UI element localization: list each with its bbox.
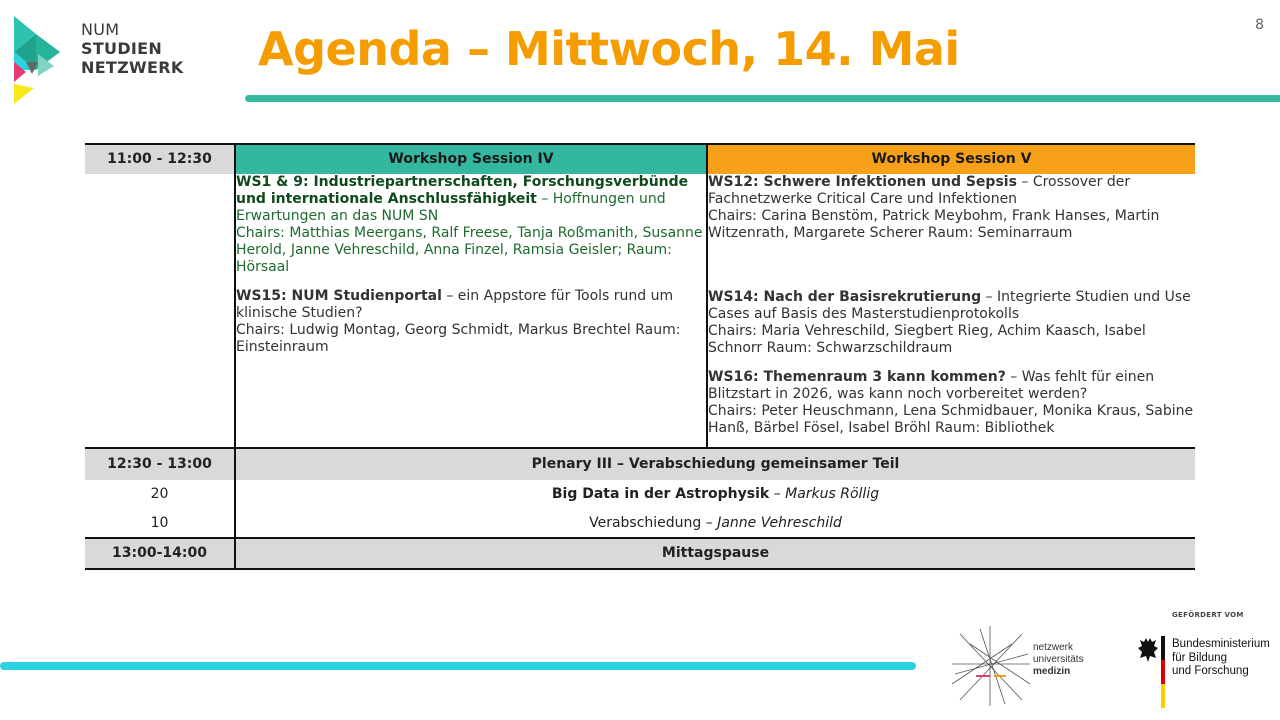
title-underline <box>245 95 1280 102</box>
bmbf-line-3: und Forschung <box>1172 665 1249 677</box>
logo-mark-icon <box>12 14 72 106</box>
plenary-title: Plenary III – Verabschiedung gemeinsamer Teil <box>235 448 1195 480</box>
time-slot-2: 12:30 - 13:00 <box>85 448 235 480</box>
bmbf-line-2: für Bildung <box>1172 651 1227 664</box>
talk-title: Verabschiedung <box>589 514 702 531</box>
workshop-desc: – ein Appstore für Tools rund um klinische Studien? <box>236 288 674 321</box>
plenary-talk-2 <box>235 509 1195 538</box>
num-studiennetzwerk-logo <box>12 14 192 106</box>
page-title: Agenda – Mittwoch, 14. Mai <box>258 22 960 76</box>
workshop-desc: – Was fehlt für einen Blitzstart in 2026, was kann noch vorbereitet werden? <box>708 369 1155 402</box>
talk-speaker: Markus Röllig <box>785 486 880 502</box>
workshop-title: WS15: NUM Studienportal <box>236 288 442 304</box>
workshop-title: WS16: Themenraum 3 kann kommen? <box>708 369 1006 385</box>
bmbf-logo <box>1128 628 1278 710</box>
workshop-ws12 <box>708 174 1195 242</box>
session-v-header: Workshop Session V <box>707 144 1195 174</box>
logo-line-3: NETZWERK <box>81 58 184 77</box>
workshop-chairs: Chairs: Ludwig Montag, Georg Schmidt, Markus Brechtel Raum: Einsteinraum <box>236 322 681 355</box>
talk-separator: – <box>701 514 718 531</box>
workshop-chairs: Chairs: Carina Benstöm, Patrick Meybohm, Frank Hanses, Martin Witzenrath, Margarete Scherer Raum: Seminarraum <box>708 208 1160 241</box>
logo-line-2: STUDIEN <box>81 39 163 58</box>
time-slot-3: 13:00-14:00 <box>85 538 235 569</box>
workshop-ws16 <box>708 369 1195 437</box>
num-network-icon <box>950 624 1032 708</box>
workshop-desc: – Crossover der Fachnetzwerke Critical Care und Infektionen <box>708 174 1131 207</box>
workshop-desc: – Hoffnungen und Erwartungen an das NUM SN <box>236 191 666 224</box>
talk-minutes: 20 <box>150 486 169 502</box>
session-iv-header: Workshop Session IV <box>235 144 707 174</box>
talk-minutes: 10 <box>150 514 169 531</box>
workshop-desc: – Integrierte Studien und Use Cases auf Basis des Masterstudienprotokolls <box>708 289 1191 322</box>
plenary-talk-1 <box>235 480 1195 509</box>
workshop-chairs: Chairs: Maria Vehreschild, Siegbert Rieg, Achim Kaasch, Isabel Schnorr Raum: Schwarzschildraum <box>708 323 1146 356</box>
federal-eagle-icon <box>1128 628 1168 710</box>
num-line-2: universitäts <box>1033 654 1084 665</box>
talk-separator: – <box>769 486 786 502</box>
num-line-3: medizin <box>1033 666 1071 677</box>
agenda-table <box>85 143 1195 570</box>
session-v-content <box>707 174 1195 448</box>
workshop-chairs: Chairs: Peter Heuschmann, Lena Schmidbauer, Monika Kraus, Sabine Hanß, Bärbel Fösel, Isabel Bröhl Raum: Bibliothek <box>708 403 1194 436</box>
num-line-1: netzwerk <box>1033 642 1074 653</box>
time-slot-1-empty <box>85 174 235 448</box>
workshop-title: WS12: Schwere Infektionen und Sepsis <box>708 174 1017 190</box>
netzwerk-universitaetsmedizin-logo <box>950 624 1095 708</box>
workshop-ws1-9 <box>236 174 706 276</box>
time-slot-1: 11:00 - 12:30 <box>85 144 235 174</box>
footer-rule <box>0 662 916 670</box>
workshop-chairs: Chairs: Matthias Meergans, Ralf Freese, Tanja Roßmanith, Susanne Herold, Janne Vehreschild, Anna Finzel, Ramsia Geisler; Raum: Hörsaal <box>236 225 703 275</box>
lunch-title: Mittagspause <box>235 538 1195 569</box>
workshop-title: WS14: Nach der Basisrekrutierung <box>708 289 982 305</box>
bmbf-line-1: Bundesministerium <box>1172 638 1270 650</box>
workshop-ws14 <box>708 289 1195 357</box>
logo-line-1: NUM <box>81 20 120 39</box>
workshop-ws15 <box>236 288 706 356</box>
funded-by-label: GEFÖRDERT VOM <box>1172 611 1244 619</box>
talk-title: Big Data in der Astrophysik <box>551 486 770 502</box>
session-iv-content <box>235 174 707 448</box>
workshop-title: WS1 & 9: Industriepartnerschaften, Forschungsverbünde und internationale Anschlussfähigkeit <box>236 174 689 207</box>
talk-speaker: Janne Vehreschild <box>717 514 842 531</box>
page-number: 8 <box>1255 17 1264 33</box>
